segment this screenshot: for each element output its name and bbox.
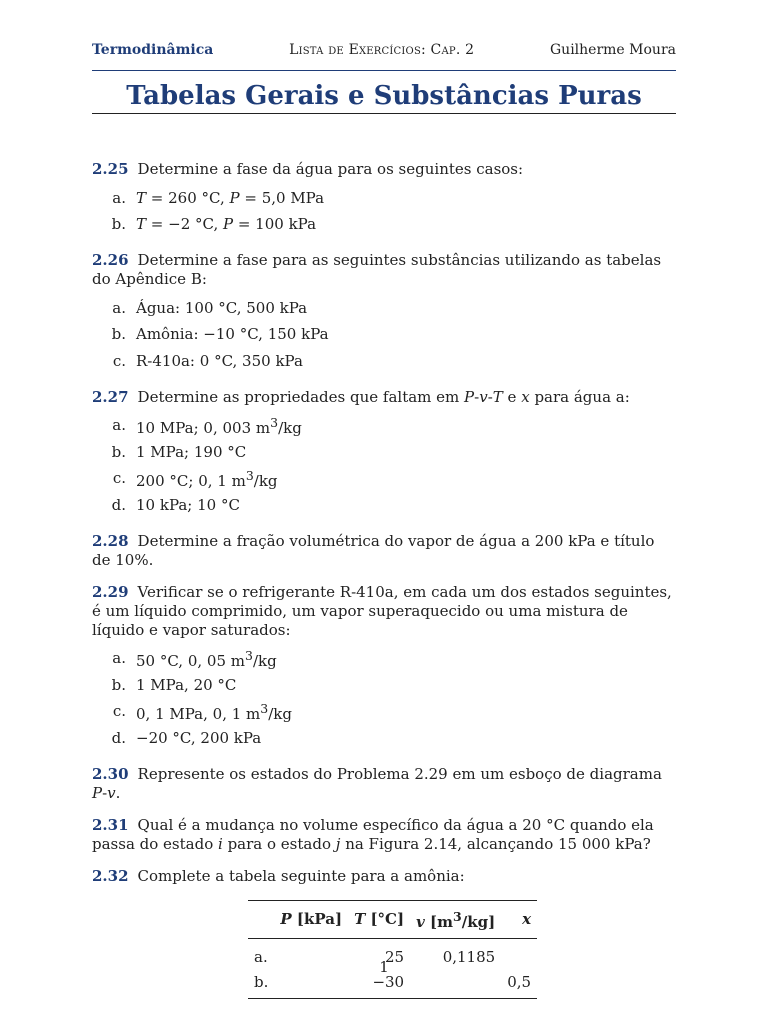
problem-2-27: [92, 388, 676, 519]
problem-statement: [92, 532, 676, 570]
problem-statement: [92, 583, 676, 640]
item-text: 0, 1 MPa, 0, 1 $m^3/kg$: [136, 701, 292, 724]
item-marker: c.: [112, 351, 126, 370]
list-item: [92, 322, 676, 349]
item-marker: a.: [112, 416, 126, 435]
header-course: Termodinâmica: [92, 42, 214, 58]
item-marker: b.: [111, 325, 126, 344]
subitem-list: [92, 646, 676, 752]
running-header: [92, 40, 676, 60]
problem-2-25: [92, 160, 676, 238]
problem-2-28: [92, 532, 676, 570]
problem-text: Determine a fase da água para os seguintes casos:: [137, 160, 524, 178]
problem-statement: [92, 816, 676, 854]
list-item: [92, 699, 676, 726]
problem-text: Verificar se o refrigerante R-410a, em cada um dos estados seguintes, é um líquido comprimido, um vapor superaquecido ou uma mistura de líquido e vapor saturados:: [92, 582, 672, 639]
problem-2-31: [92, 816, 676, 854]
problem-text: Represente os estados do Problema 2.29 em um esboço de diagrama P-v.: [92, 764, 662, 802]
item-marker: a.: [112, 188, 126, 207]
problem-number: 2.31: [92, 815, 129, 834]
subitem-list: [92, 295, 676, 375]
item-text: T = −2 °C, P = 100 kPa: [136, 215, 317, 234]
table-header-row: [248, 900, 537, 938]
page-title: Tabelas Gerais e Substâncias Puras: [126, 81, 642, 111]
problem-statement: [92, 867, 676, 886]
problem-2-26: [92, 251, 676, 375]
item-text: 10 kPa; 10 °C: [136, 495, 240, 514]
problem-text: Complete a tabela seguinte para a amônia:: [137, 866, 465, 885]
table-cell: 25: [385, 947, 405, 966]
header-list-title: Lista de Exercícios: Cap. 2: [289, 42, 475, 58]
problem-text: Determine a fração volumétrica do vapor de água a 200 kPa e título de 10%.: [92, 531, 655, 569]
table-cell: 0,1185: [442, 947, 496, 966]
item-marker: b.: [111, 442, 126, 461]
list-item: [92, 413, 676, 440]
item-marker: c.: [112, 469, 126, 488]
table-cell: a.: [254, 947, 268, 966]
problem-statement: [92, 388, 676, 407]
item-text: 200 °C; 0, 1 $m^3/kg$: [136, 468, 278, 491]
item-text: 50 °C, 0, 05 $m^3/kg$: [136, 648, 277, 671]
title-rule: [92, 113, 676, 114]
problem-statement: [92, 765, 676, 803]
table-header-cell: x: [522, 909, 532, 928]
list-item: [92, 492, 676, 519]
list-item: [92, 646, 676, 673]
list-item: [92, 725, 676, 752]
table-cell: b.: [254, 972, 269, 991]
problem-number: 2.27: [92, 387, 129, 406]
table-header-cell: [248, 900, 274, 938]
list-item: [92, 466, 676, 493]
item-marker: c.: [112, 702, 126, 721]
item-text: 10 MPa; 0, 003 $m^3/kg$: [136, 415, 302, 438]
ammonia-table: [248, 900, 537, 999]
page-number: 1: [379, 958, 389, 976]
list-item: [92, 295, 676, 322]
problem-list: [92, 160, 676, 1012]
item-marker: a.: [112, 649, 126, 668]
subitem-list: [92, 413, 676, 519]
problem-2-32: [92, 867, 676, 999]
item-marker: a.: [112, 298, 126, 317]
problem-2-29: [92, 583, 676, 752]
problem-number: 2.30: [92, 764, 129, 783]
list-item: [92, 439, 676, 466]
item-text: 1 MPa, 20 °C: [136, 675, 237, 694]
item-text: −20 °C, 200 kPa: [136, 728, 262, 747]
table-header-cell: T [°C]: [354, 909, 405, 928]
list-item: [92, 348, 676, 375]
item-marker: b.: [111, 215, 126, 234]
item-marker: d.: [111, 495, 126, 514]
item-text: R-410a: 0 °C, 350 kPa: [136, 351, 303, 370]
list-item: [92, 212, 676, 239]
problem-statement: [92, 160, 676, 179]
problem-text: Determine a fase para as seguintes substâncias utilizando as tabelas do Apêndice B:: [92, 251, 662, 288]
header-rule: [92, 70, 676, 71]
problem-text: Determine as propriedades que faltam em P-v-T e x para água a:: [137, 387, 630, 406]
item-marker: d.: [111, 728, 126, 747]
list-item: [92, 185, 676, 212]
subitem-list: [92, 185, 676, 238]
item-marker: b.: [111, 675, 126, 694]
problem-text: Qual é a mudança no volume específico da água a 20 °C quando ela passa do estado i para o estado j na Figura 2.14, alcançando 15 000 kPa?: [92, 815, 654, 853]
problem-number: 2.28: [92, 531, 129, 550]
item-text: Água: 100 °C, 500 kPa: [136, 298, 308, 317]
problem-statement: [92, 251, 676, 289]
problem-number: 2.25: [92, 160, 129, 178]
problem-number: 2.26: [92, 251, 129, 269]
table-cell: −30: [372, 972, 405, 991]
table-header-cell: P [kPa]: [280, 909, 343, 928]
list-item: [92, 672, 676, 699]
problem-2-30: [92, 765, 676, 803]
ammonia-table-container: [248, 900, 532, 999]
item-text: 1 MPa; 190 °C: [136, 442, 247, 461]
header-author: Guilherme Moura: [550, 42, 676, 58]
table-cell: 0,5: [507, 972, 532, 991]
table-header-cell: v $[m^3/kg]$: [416, 908, 496, 931]
item-text: Amônia: −10 °C, 150 kPa: [136, 325, 329, 344]
problem-number: 2.29: [92, 582, 129, 601]
item-text: T = 260 °C, P = 5,0 MPa: [136, 188, 325, 207]
problem-number: 2.32: [92, 866, 129, 885]
